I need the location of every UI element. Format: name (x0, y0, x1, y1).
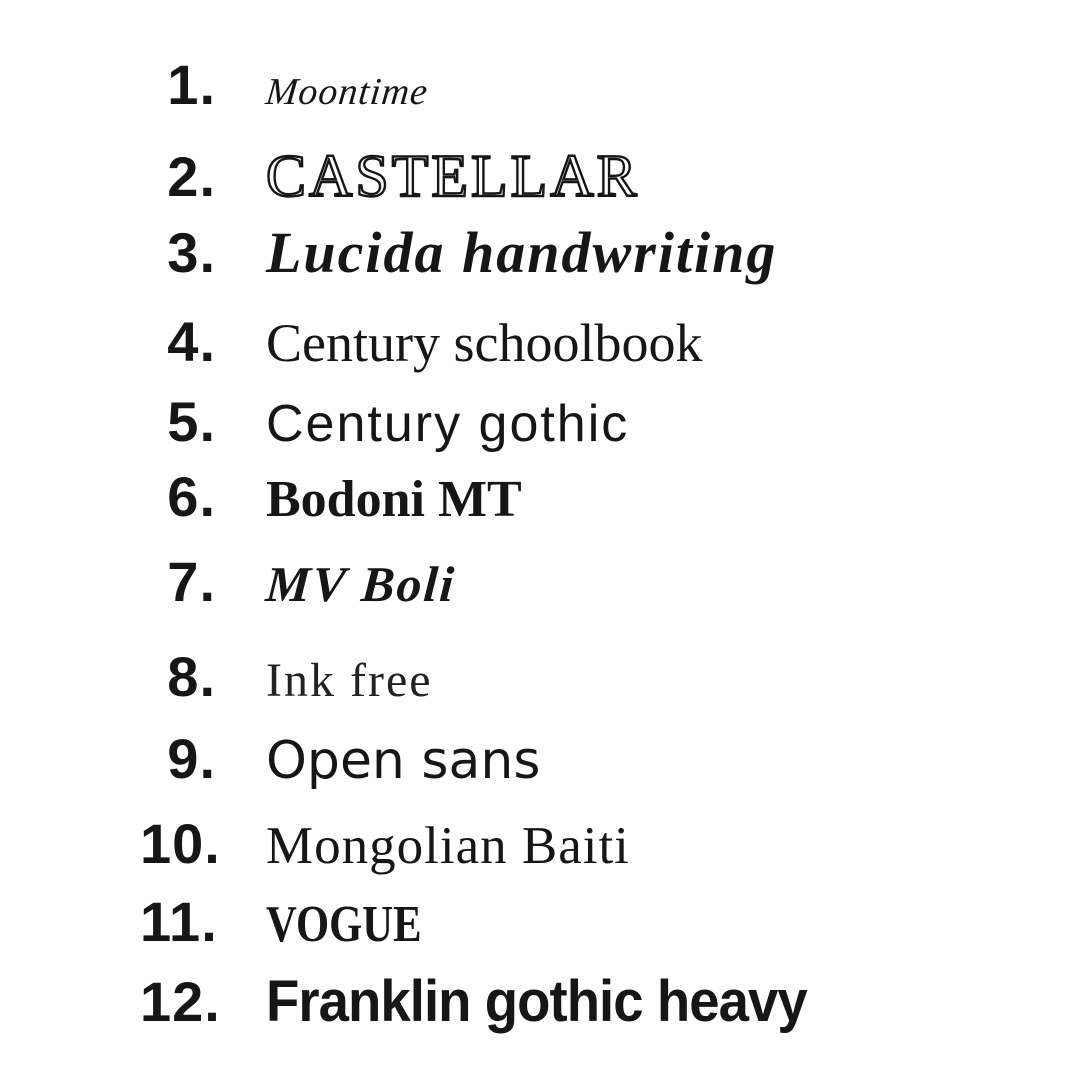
font-sample-lucida-handwriting: Lucida handwriting (266, 220, 778, 285)
font-sample-castellar: CASTELLAR (266, 143, 640, 209)
list-item-open-sans (140, 727, 541, 791)
list-number: 5. (167, 390, 216, 453)
list-item-bodoni-mt (140, 465, 522, 528)
list-item-franklin-gothic-heavy (140, 969, 841, 1034)
list-item-mongolian-baiti (140, 812, 630, 875)
list-number: 3. (167, 221, 216, 284)
list-item-mv-boli (140, 550, 458, 613)
font-sample-ink-free: Ink free (266, 654, 433, 707)
list-number: 9. (167, 727, 216, 790)
font-sample-moontime: Moontime (263, 71, 431, 113)
list-item-ink-free (140, 645, 433, 708)
list-item-moontime (140, 53, 431, 116)
list-item-lucida-handwriting (140, 220, 778, 285)
list-number: 12. (140, 970, 221, 1033)
list-item-vogue (140, 890, 456, 953)
font-sample-century-gothic: Century gothic (266, 395, 630, 453)
list-number: 1. (167, 53, 216, 116)
list-number: 10. (140, 812, 221, 875)
font-sample-mv-boli: MV Boli (264, 556, 458, 612)
list-number: 7. (167, 550, 216, 613)
list-number: 4. (167, 310, 216, 373)
font-sample-franklin-gothic-heavy: Franklin gothic heavy (266, 969, 807, 1034)
list-item-century-schoolbook (140, 310, 703, 373)
list-number: 8. (167, 645, 216, 708)
font-sample-open-sans: Open sans (266, 731, 541, 791)
list-number: 6. (167, 465, 216, 528)
font-sample-century-schoolbook: Century schoolbook (266, 313, 703, 373)
list-item-century-gothic (140, 390, 630, 453)
font-sample-vogue: VOGUE (266, 896, 422, 953)
font-sample-bodoni-mt: Bodoni MT (266, 471, 522, 528)
list-item-castellar (140, 143, 640, 209)
list-number: 2. (167, 145, 216, 208)
font-sample-mongolian-baiti: Mongolian Baiti (266, 817, 630, 875)
list-number: 11. (140, 890, 218, 953)
